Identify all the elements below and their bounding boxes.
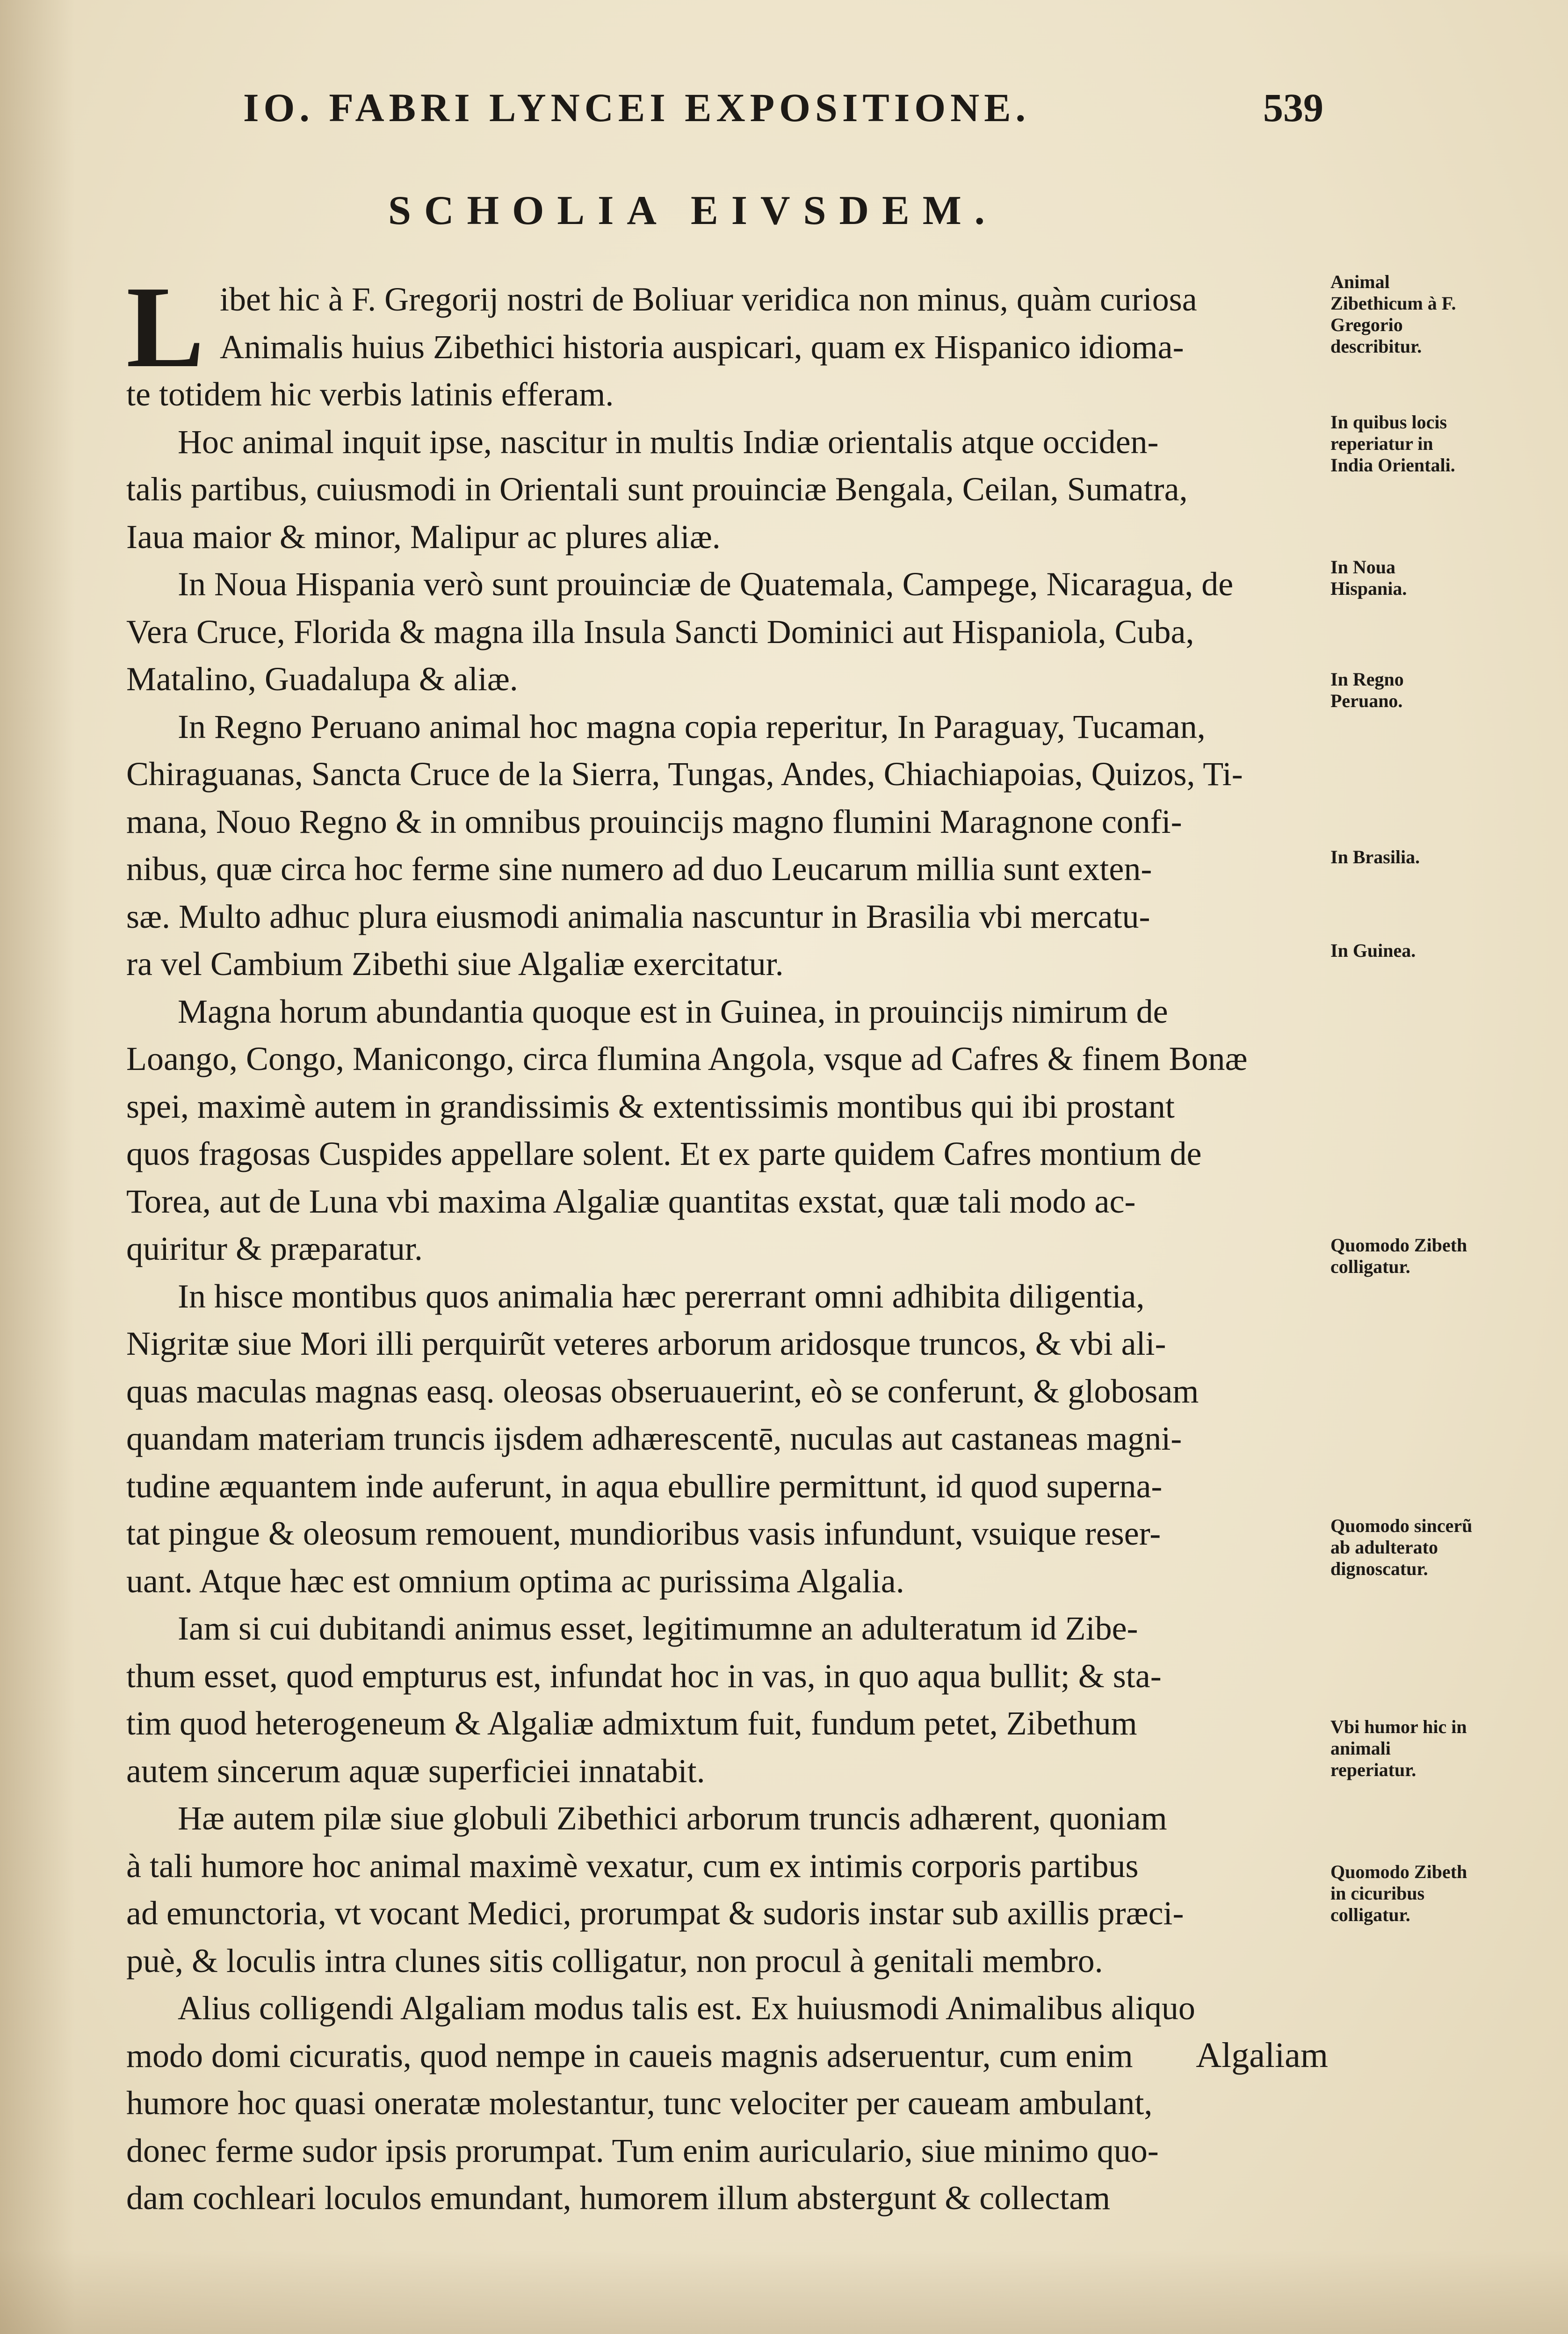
margin-note: In Brasilia. bbox=[1330, 846, 1420, 867]
text-line: ibet hic à F. Gregorij nostri de Boliuar veridica non minus, quàm curiosa bbox=[220, 281, 1197, 318]
text-line: mana, Nouo Regno & in omnibus prouincijs magno flumini Maragnone confi- bbox=[126, 802, 1182, 840]
text-line: quas maculas magnas easq. oleosas obseruauerint, eò se conferunt, & globosam bbox=[126, 1372, 1199, 1410]
text-line: autem sincerum aquæ superficiei innatabit. bbox=[126, 1752, 705, 1790]
text-line: In hisce montibus quos animalia hæc pererrant omni adhibita diligentia, bbox=[178, 1277, 1145, 1315]
text-line: humore hoc quasi oneratæ molestantur, tunc velociter per caueam ambulant, bbox=[126, 2084, 1153, 2122]
text-line: In Regno Peruano animal hoc magna copia reperitur, In Paraguay, Tucaman, bbox=[178, 708, 1206, 745]
text-line: Animalis huius Zibethici historia auspicari, quam ex Hispanico idioma- bbox=[220, 328, 1184, 366]
text-line: quos fragosas Cuspides appellare solent. Et ex parte quidem Cafres montium de bbox=[126, 1135, 1202, 1172]
text-line: thum esset, quod empturus est, infundat hoc in vas, in quo aqua bullit; & sta- bbox=[126, 1657, 1162, 1695]
catchword: Algaliam bbox=[1196, 2036, 1328, 2075]
text-line: Hoc animal inquit ipse, nascitur in multis Indiæ orientalis atque occiden- bbox=[178, 423, 1159, 461]
margin-note: Quomodo sincerũ ab adulterato dignoscatur. bbox=[1330, 1515, 1473, 1579]
text-line: Nigritæ siue Mori illi perquirũt veteres arborum aridosque truncos, & vbi ali- bbox=[126, 1325, 1166, 1362]
text-line: In Noua Hispania verò sunt prouinciæ de Quatemala, Campege, Nicaragua, de bbox=[178, 565, 1234, 603]
section-title: SCHOLIA EIVSDEM. bbox=[388, 188, 998, 233]
text-line: à tali humore hoc animal maximè vexatur, cum ex intimis corporis partibus bbox=[126, 1847, 1139, 1885]
text-line: quandam materiam truncis ijsdem adhærescentē, nuculas aut castaneas magni- bbox=[126, 1420, 1182, 1457]
text-line: nibus, quæ circa hoc ferme sine numero ad duo Leucarum millia sunt exten- bbox=[126, 850, 1152, 888]
text-line: Vera Cruce, Florida & magna illa Insula Sancti Dominici aut Hispaniola, Cuba, bbox=[126, 613, 1194, 650]
margin-note: Quomodo Zibeth in cicuribus colligatur. bbox=[1330, 1861, 1467, 1925]
text-line: Magna horum abundantia quoque est in Guinea, in prouincijs nimirum de bbox=[178, 992, 1168, 1030]
margin-note: Vbi humor hic in animali reperiatur. bbox=[1330, 1716, 1467, 1780]
text-line: donec ferme sudor ipsis prorumpat. Tum enim auriculario, siue minimo quo- bbox=[126, 2132, 1159, 2169]
page-shadow-left bbox=[0, 0, 75, 2334]
text-line: puè, & loculis intra clunes sitis colligatur, non procul à genitali membro. bbox=[126, 1942, 1103, 1980]
text-line: Iaua maior & minor, Malipur ac plures aliæ. bbox=[126, 518, 721, 556]
text-line: te totidem hic verbis latinis efferam. bbox=[126, 376, 614, 413]
margin-note: Quomodo Zibeth colligatur. bbox=[1330, 1235, 1467, 1277]
margin-note: In Noua Hispania. bbox=[1330, 556, 1407, 599]
text-line: sæ. Multo adhuc plura eiusmodi animalia nascuntur in Brasilia vbi mercatu- bbox=[126, 897, 1150, 935]
margin-note: In quibus locis reperiatur in India Orientali. bbox=[1330, 412, 1455, 476]
margin-note: In Regno Peruano. bbox=[1330, 669, 1404, 711]
running-head: IO. FABRI LYNCEI EXPOSITIONE. bbox=[243, 85, 1031, 130]
page-shadow-bottom bbox=[0, 2250, 1568, 2334]
text-line: Iam si cui dubitandi animus esset, legitimumne an adulteratum id Zibe- bbox=[178, 1610, 1138, 1647]
text-line: Matalino, Guadalupa & aliæ. bbox=[126, 660, 518, 698]
text-line: ra vel Cambium Zibethi siue Algaliæ exercitatur. bbox=[126, 945, 784, 983]
drop-cap: L bbox=[126, 262, 204, 392]
body-text bbox=[126, 262, 1333, 2217]
page-number: 539 bbox=[1263, 85, 1323, 130]
text-line: ad emunctoria, vt vocant Medici, prorumpat & sudoris instar sub axillis præci- bbox=[126, 1894, 1184, 1932]
text-line: tim quod heterogeneum & Algaliæ admixtum fuit, fundum petet, Zibethum bbox=[126, 1705, 1137, 1742]
margin-note: Animal Zibethicum à F. Gregorio describitur. bbox=[1330, 271, 1456, 357]
text-line: quiritur & præparatur. bbox=[126, 1230, 423, 1267]
text-line: modo domi cicuratis, quod nempe in caueis magnis adseruentur, cum enim bbox=[126, 2037, 1133, 2074]
text-line: Torea, aut de Luna vbi maxima Algaliæ quantitas exstat, quæ tali modo ac- bbox=[126, 1182, 1136, 1220]
text-line: tat pingue & oleosum remouent, mundioribus vasis infundunt, vsuique reser- bbox=[126, 1515, 1161, 1552]
text-line: spei, maximè autem in grandissimis & extentissimis montibus qui ibi prostant bbox=[126, 1087, 1175, 1125]
text-line: uant. Atque hæc est omnium optima ac purissima Algalia. bbox=[126, 1562, 904, 1600]
text-line: Hæ autem pilæ siue globuli Zibethici arborum truncis adhærent, quoniam bbox=[178, 1799, 1167, 1837]
text-line: Loango, Congo, Manicongo, circa flumina Angola, vsque ad Cafres & finem Bonæ bbox=[126, 1040, 1248, 1077]
text-line: talis partibus, cuiusmodi in Orientali sunt prouinciæ Bengala, Ceilan, Sumatra, bbox=[126, 470, 1188, 508]
text-line: Alius colligendi Algaliam modus talis est. Ex huiusmodi Animalibus aliquo bbox=[178, 1989, 1195, 2027]
text-line: dam cochleari loculos emundant, humorem illum abstergunt & collectam bbox=[126, 2179, 1111, 2217]
margin-note: In Guinea. bbox=[1330, 940, 1416, 961]
text-line: Chiraguanas, Sancta Cruce de la Sierra, Tungas, Andes, Chiachiapoias, Quizos, Ti- bbox=[126, 755, 1243, 793]
text-line: tudine æquantem inde auferunt, in aqua ebullire permittunt, id quod superna- bbox=[126, 1467, 1163, 1505]
